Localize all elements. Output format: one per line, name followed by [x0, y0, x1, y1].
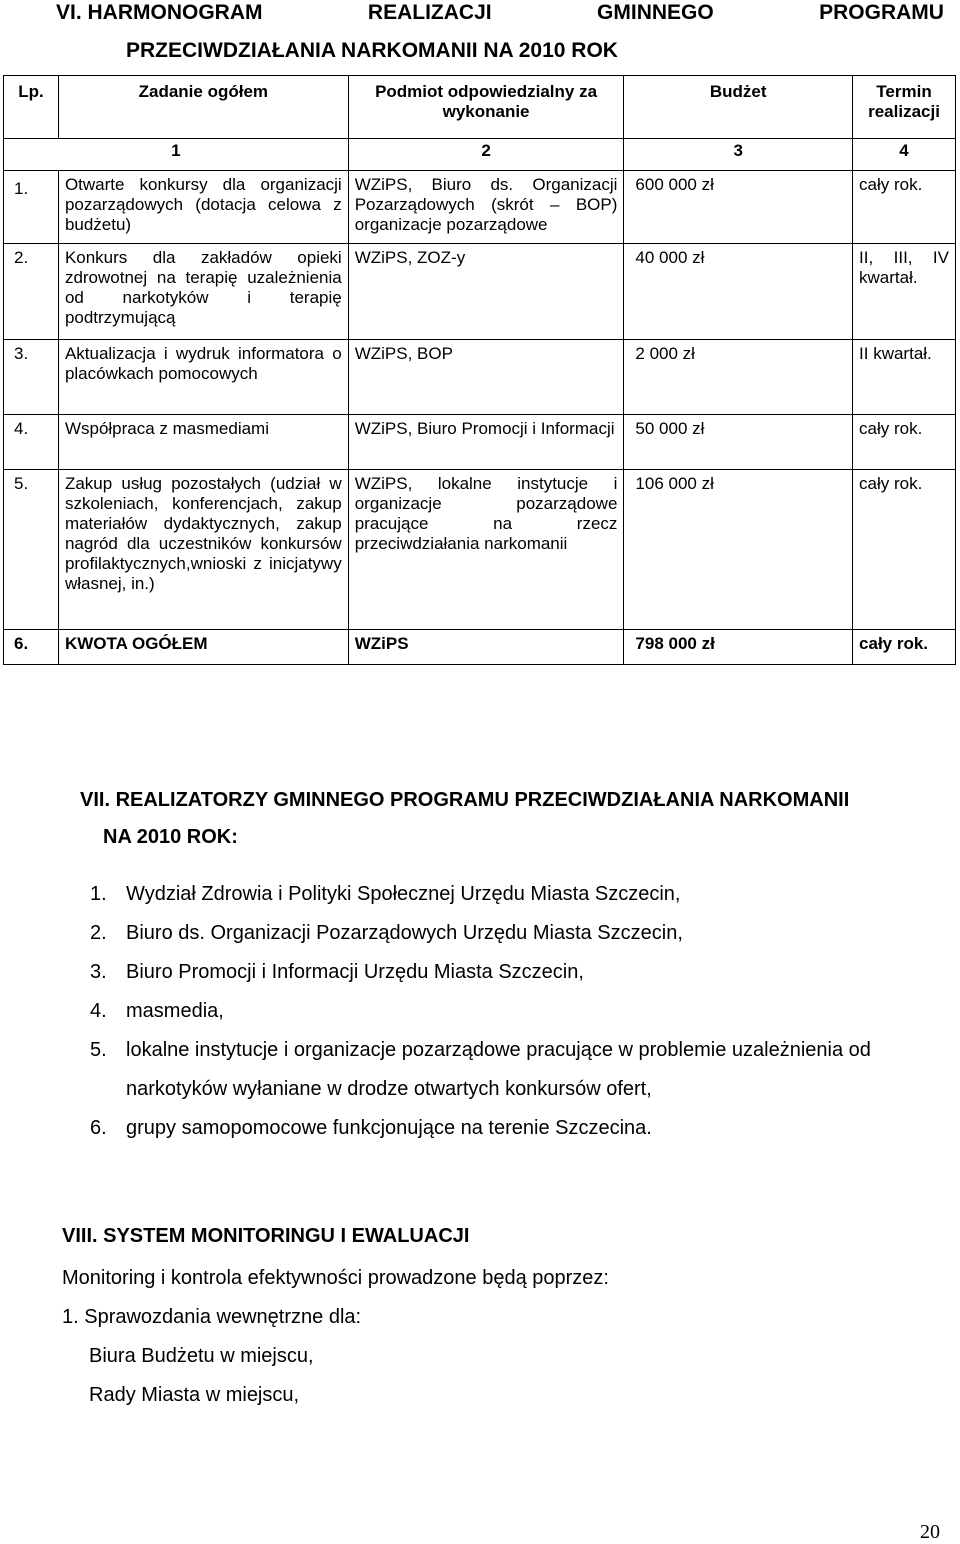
section-8-point-1: 1. Sprawozdania wewnętrzne dla: [62, 1306, 362, 1328]
row-number: 5. [14, 474, 29, 493]
list-item-text: lokalne instytucje i organizacje pozarządowe pracujące w problemie uzależnienia od narkotyków wyłaniane w drodze otwartych konkursów ofert, [126, 1039, 871, 1100]
implementers-list [90, 875, 950, 1148]
page-number: 20 [920, 1521, 940, 1543]
table-row [4, 171, 956, 244]
list-item-number: 4. [90, 1000, 107, 1022]
schedule-table [3, 75, 956, 665]
total-subject: WZiPS [354, 634, 409, 653]
row-subject: WZiPS, lokalne instytucje i organizacje pozarządowe pracujące na rzecz przeciwdziałania narkomanii [354, 474, 618, 553]
section-6-heading [56, 0, 944, 26]
table-header-row [4, 76, 956, 139]
list-item [90, 953, 950, 992]
section-6-heading-line2: PRZECIWDZIAŁANIA NARKOMANII NA 2010 ROK [126, 39, 618, 62]
list-item-number: 2. [90, 922, 107, 944]
col-number: 2 [348, 139, 624, 171]
table-row [4, 340, 956, 415]
row-budget: 40 000 zł [635, 248, 705, 267]
col-number: 3 [624, 139, 853, 171]
list-item-text: masmedia, [126, 1000, 224, 1022]
section-7-heading-line2: NA 2010 ROK: [103, 826, 238, 848]
heading-word: PROGRAMU [819, 1, 944, 24]
list-item-text: Biuro ds. Organizacji Pozarządowych Urzędu Miasta Szczecin, [126, 922, 683, 944]
row-subject: WZiPS, Biuro Promocji i Informacji [354, 419, 615, 438]
list-item-text: grupy samopomocowe funkcjonujące na terenie Szczecina. [126, 1117, 652, 1139]
table-row [4, 470, 956, 630]
row-term: cały rok. [859, 175, 923, 194]
row-task: Konkurs dla zakładów opieki zdrowotnej na terapię uzależnienia od narkotyków i terapię podtrzymującą [64, 248, 342, 327]
section-8-intro: Monitoring i kontrola efektywności prowadzone będą poprzez: [62, 1267, 609, 1289]
row-number: 1. [14, 179, 29, 198]
row-term: cały rok. [859, 474, 923, 493]
header-budget: Budżet [624, 76, 853, 139]
row-term: cały rok. [859, 419, 923, 438]
table-row [4, 244, 956, 340]
row-term: II kwartał. [859, 344, 932, 363]
col-number: 1 [4, 139, 349, 171]
row-subject: WZiPS, ZOZ-y [354, 248, 466, 267]
row-term: II, III, IV kwartał. [859, 248, 949, 287]
heading-word: REALIZACJI [367, 1, 492, 24]
heading-word: GMINNEGO [597, 1, 714, 24]
list-item [90, 914, 950, 953]
section-7-heading: VII. REALIZATORZY GMINNEGO PROGRAMU PRZECIWDZIAŁANIA NARKOMANII [80, 789, 850, 811]
list-item-number: 6. [90, 1117, 107, 1139]
row-task: Zakup usług pozostałych (udział w szkoleniach, konferencjach, zakup materiałów dydaktycznych, zakup nagród dla uczestników konkursów profilaktycznych,wnioski z inicjatywy własnej, in.) [64, 474, 342, 593]
list-item [90, 1109, 950, 1148]
list-item-number: 1. [90, 883, 107, 905]
col-number: 4 [853, 139, 956, 171]
heading-word: VI. HARMONOGRAM [56, 1, 263, 24]
list-item-text: Biuro Promocji i Informacji Urzędu Miasta Szczecin, [126, 961, 584, 983]
row-number: 3. [14, 344, 29, 363]
row-subject: WZiPS, BOP [354, 344, 453, 363]
header-task: Zadanie ogółem [58, 76, 348, 139]
list-item-text: Wydział Zdrowia i Polityki Społecznej Urzędu Miasta Szczecin, [126, 883, 681, 905]
list-item [90, 1031, 950, 1109]
row-budget: 50 000 zł [635, 419, 705, 438]
header-term: Termin realizacji [853, 76, 956, 139]
table-total-row [4, 630, 956, 665]
section-8-sub-item: Rady Miasta w miejscu, [89, 1384, 300, 1406]
row-budget: 600 000 zł [635, 175, 714, 194]
total-label: KWOTA OGÓŁEM [64, 634, 208, 653]
table-row [4, 415, 956, 470]
row-task: Aktualizacja i wydruk informatora o placówkach pomocowych [64, 344, 342, 383]
row-task: Współpraca z masmediami [64, 419, 269, 438]
total-number: 6. [14, 634, 29, 653]
row-number: 2. [14, 248, 29, 267]
column-number-row [4, 139, 956, 171]
row-budget: 106 000 zł [635, 474, 714, 493]
row-number: 4. [14, 419, 29, 438]
list-item-number: 3. [90, 961, 107, 983]
header-lp: Lp. [4, 76, 59, 139]
row-subject: WZiPS, Biuro ds. Organizacji Pozarządowych (skrót – BOP) organizacje pozarządowe [354, 175, 618, 234]
list-item [90, 992, 950, 1031]
row-budget: 2 000 zł [635, 344, 695, 363]
section-8-heading: VIII. SYSTEM MONITORINGU I EWALUACJI [62, 1225, 470, 1247]
header-subject: Podmiot odpowiedzialny za wykonanie [348, 76, 624, 139]
total-term: cały rok. [859, 634, 929, 653]
row-task: Otwarte konkursy dla organizacji pozarządowych (dotacja celowa z budżetu) [64, 175, 342, 234]
list-item-number: 5. [90, 1039, 107, 1061]
list-item [90, 875, 950, 914]
total-budget: 798 000 zł [635, 634, 715, 653]
section-8-sub-item: Biura Budżetu w miejscu, [89, 1345, 314, 1367]
